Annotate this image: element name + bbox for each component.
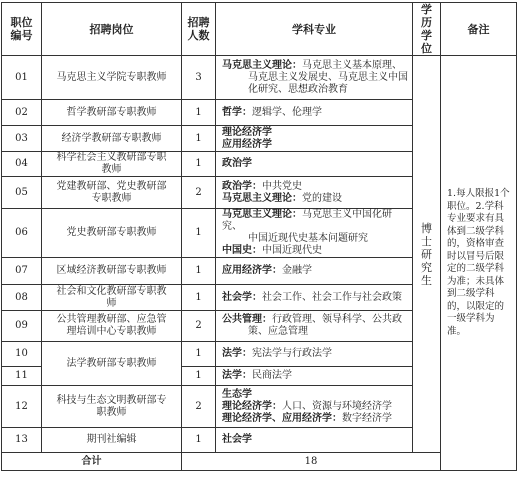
major-subfield: 逻辑学、伦理学: [252, 106, 322, 118]
header-degree: 学历学位: [413, 3, 441, 56]
header-remark: 备注: [441, 3, 517, 56]
major-line: [222, 193, 408, 205]
job-position: 区域经济教研部专职教师: [42, 258, 182, 285]
job-code: 03: [2, 126, 42, 152]
major-requirement: [216, 126, 413, 152]
major-discipline: 公共管理：: [222, 314, 272, 325]
major-subfield: 金融学: [282, 265, 312, 276]
job-position: 马克思主义学院专职教师: [42, 56, 182, 100]
job-count: 1: [182, 100, 216, 126]
job-code: 04: [2, 152, 42, 177]
major-subfield: 马克思主义中国化研究、: [222, 209, 392, 232]
job-count: 2: [182, 386, 216, 428]
major-line: [222, 127, 408, 139]
major-line: [222, 209, 408, 233]
major-requirement: [216, 285, 413, 311]
job-count: 2: [182, 177, 216, 209]
job-position: 社会和文化教研部专职教师: [42, 285, 182, 311]
major-discipline: 哲学：: [222, 106, 252, 118]
major-line: [222, 292, 408, 304]
major-discipline: 应用经济学：: [222, 265, 282, 276]
job-code: 12: [2, 386, 42, 428]
major-subfield: 民商法学: [252, 370, 292, 381]
major-line: [222, 348, 408, 360]
major-subfield: 中国近现代史: [262, 245, 322, 256]
major-requirement: [216, 311, 413, 342]
table-row: [2, 56, 517, 100]
major-line: [222, 401, 408, 413]
major-line: [222, 245, 408, 257]
major-requirement: [216, 342, 413, 367]
major-requirement: [216, 209, 413, 258]
job-count: 3: [182, 56, 216, 100]
remarks-note: 1.每人限报1个职位。2.学科专业要求有具体到二级学科的，资格审查时以冒号后限定的二级学科为准；未具体到二级学科的，以限定的一级学科为准。: [441, 56, 517, 471]
job-count: 1: [182, 367, 216, 386]
job-code: 07: [2, 258, 42, 285]
major-discipline: 政治学: [222, 158, 252, 169]
degree-requirement: 博士研究生: [413, 56, 441, 453]
major-subfield: 人口、资源与环境经济学: [282, 400, 392, 412]
major-subfield: 党的建设: [302, 192, 342, 204]
major-subfield: 中国近现代史基本问题研究: [248, 233, 368, 244]
major-subfield: 马克思主义基本原理、: [302, 59, 402, 71]
job-code: 10: [2, 342, 42, 367]
job-code: 06: [2, 209, 42, 258]
major-discipline: 马克思主义理论：: [222, 192, 302, 204]
major-line: [222, 434, 408, 446]
job-code: 05: [2, 177, 42, 209]
major-line: [222, 389, 408, 401]
job-count: 1: [182, 285, 216, 311]
job-count: 2: [182, 311, 216, 342]
total-label: 合计: [2, 453, 182, 471]
major-discipline: 应用经济学: [222, 138, 272, 150]
major-line: [222, 370, 408, 382]
major-requirement: [216, 100, 413, 126]
major-discipline: 法学：: [222, 348, 252, 359]
total-value: 18: [182, 453, 441, 471]
major-discipline: 法学：: [222, 370, 252, 381]
job-count: 1: [182, 342, 216, 367]
job-count: 1: [182, 126, 216, 152]
major-discipline: 社会学：: [222, 291, 262, 303]
major-discipline: 马克思主义理论：: [222, 59, 302, 71]
header-count: 招聘人数: [182, 3, 216, 56]
major-line: [222, 314, 408, 326]
major-requirement: [216, 56, 413, 100]
major-discipline: 政治学：: [222, 180, 262, 192]
major-line: [222, 233, 408, 245]
job-position: 期刊社编辑: [42, 428, 182, 453]
major-line: [222, 158, 408, 170]
job-count: 1: [182, 258, 216, 285]
major-subfield: 数字经济学: [342, 412, 392, 424]
major-discipline: 生态学: [222, 388, 252, 400]
major-requirement: [216, 367, 413, 386]
job-code: 02: [2, 100, 42, 126]
major-discipline: 理论经济学: [222, 126, 272, 138]
major-line: [222, 60, 408, 72]
job-code: 13: [2, 428, 42, 453]
job-position: 党史教研部专职教师: [42, 209, 182, 258]
job-code: 08: [2, 285, 42, 311]
job-count: 1: [182, 428, 216, 453]
job-code: 09: [2, 311, 42, 342]
major-line: [222, 107, 408, 119]
major-line: [222, 139, 408, 151]
job-position: 经济学教研部专职教师: [42, 126, 182, 152]
major-discipline: 马克思主义理论：: [222, 209, 302, 220]
job-position: 哲学教研部专职教师: [42, 100, 182, 126]
major-line: [222, 413, 408, 425]
major-requirement: [216, 386, 413, 428]
major-requirement: [216, 177, 413, 209]
header-major: 学科专业: [216, 3, 413, 56]
major-subfield: 中共党史: [262, 180, 302, 192]
job-position: 公共管理教研部、应急管理培训中心专职教师: [42, 311, 182, 342]
major-subfield: 社会工作、社会工作与社会政策: [262, 291, 402, 303]
major-subfield: 化研究、思想政治教育: [248, 83, 348, 95]
job-position: 科学社会主义教研部专职教师: [42, 152, 182, 177]
major-line: [222, 84, 408, 96]
job-count: 1: [182, 209, 216, 258]
job-code: 11: [2, 367, 42, 386]
header-row: [2, 3, 517, 56]
major-line: [222, 326, 408, 338]
major-discipline: 中国史：: [222, 245, 262, 256]
major-line: [222, 181, 408, 193]
major-requirement: [216, 152, 413, 177]
header-position: 招聘岗位: [42, 3, 182, 56]
major-discipline: 理论经济学：: [222, 400, 282, 412]
recruitment-table: [1, 2, 517, 471]
job-code: 01: [2, 56, 42, 100]
major-subfield: 马克思主义发展史、马克思主义中国: [248, 71, 408, 83]
major-requirement: [216, 258, 413, 285]
job-count: 1: [182, 152, 216, 177]
major-line: [222, 265, 408, 277]
major-subfield: 行政管理、领导科学、公共政: [272, 314, 402, 325]
total-row: [2, 453, 517, 471]
major-discipline: 社会学: [222, 434, 252, 445]
job-position: 科技与生态文明教研部专职教师: [42, 386, 182, 428]
header-code: 职位编号: [2, 3, 42, 56]
major-requirement: [216, 428, 413, 453]
major-line: [222, 72, 408, 84]
job-position: 党建教研部、党史教研部专职教师: [42, 177, 182, 209]
major-subfield: 宪法学与行政法学: [252, 348, 332, 359]
major-subfield: 策、应急管理: [248, 326, 308, 337]
major-discipline: 理论经济学、应用经济学：: [222, 412, 342, 424]
job-position: 法学教研部专职教师: [42, 342, 182, 386]
